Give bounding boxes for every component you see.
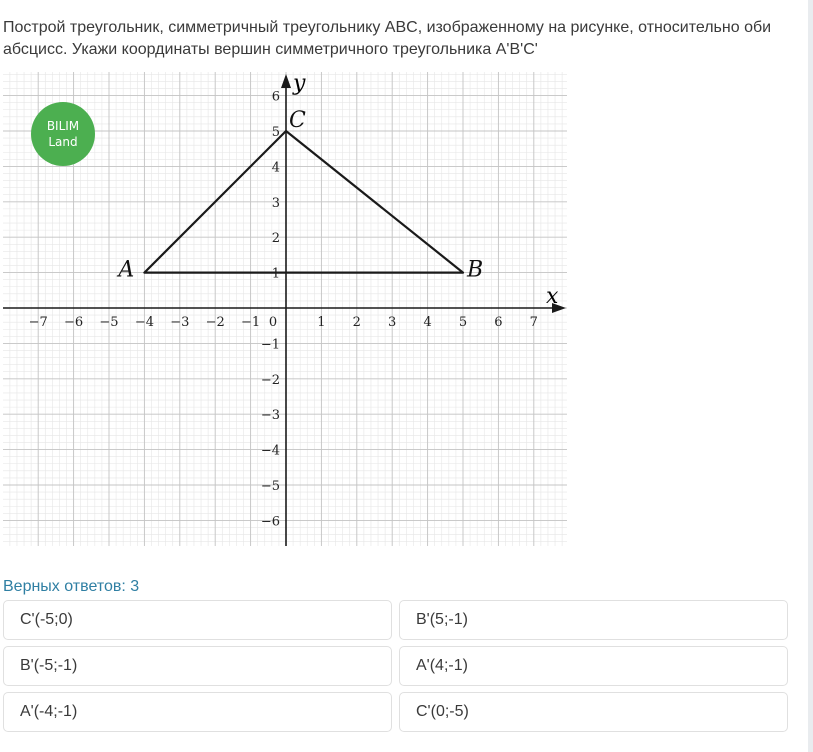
y-tick-label: −3 — [260, 408, 280, 424]
y-tick-label: −4 — [260, 443, 280, 459]
question-text: Построй треугольник, симметричный треугольнику ABC, изображенному на рисунке, относительно оби абсцисс. Укажи координаты вершин симметричного треугольника A'B'C' — [3, 19, 772, 58]
x-tick-label: 0 — [268, 315, 278, 330]
y-tick-label: −5 — [260, 479, 280, 494]
y-tick-label: 4 — [271, 160, 280, 176]
x-tick-label: 1 — [317, 315, 326, 330]
answer-option-1[interactable]: C'(-5;0) — [3, 600, 392, 640]
y-tick-label: 1 — [271, 266, 280, 282]
triangle-abc — [116, 108, 483, 283]
logo-text-line2: Land — [48, 135, 78, 149]
vertex-label-a: A — [118, 257, 135, 283]
x-tick-label: −1 — [241, 315, 261, 330]
logo-text-line1: BILIM — [46, 119, 80, 133]
answer-option-6[interactable]: C'(0;-5) — [399, 692, 788, 732]
x-tick-label: −4 — [134, 315, 154, 330]
y-tick-label: −6 — [260, 514, 280, 530]
logo-circle — [31, 102, 95, 166]
y-tick-label: 2 — [271, 231, 280, 247]
x-tick-label: −6 — [64, 315, 84, 330]
x-axis-label: x — [546, 284, 559, 309]
bilim-land-logo — [31, 102, 95, 166]
y-tick-label: 5 — [271, 125, 280, 140]
answer-option-3[interactable]: B'(-5;-1) — [3, 646, 392, 686]
y-tick-label: −1 — [260, 337, 280, 353]
vertex-label-c: C — [289, 108, 306, 133]
x-tick-label: −3 — [170, 315, 190, 330]
x-tick-label: 4 — [423, 315, 432, 330]
correct-answers-count: Верных ответов: 3 — [3, 578, 140, 595]
answer-option-2[interactable]: B'(5;-1) — [399, 600, 788, 640]
answer-option-5[interactable]: A'(-4;-1) — [3, 692, 392, 732]
x-tick-label: 5 — [458, 315, 468, 330]
x-tick-label: 3 — [388, 315, 397, 330]
coordinate-plane — [3, 72, 567, 546]
answer-option-4[interactable]: A'(4;-1) — [399, 646, 788, 686]
y-axis-arrow — [281, 74, 291, 88]
y-tick-label: 6 — [271, 89, 280, 105]
x-tick-label: 6 — [494, 315, 503, 330]
y-axis-label: y — [293, 72, 306, 96]
vertex-label-b: B — [467, 257, 484, 283]
coordinate-figure — [3, 72, 567, 546]
scrollbar-track[interactable] — [808, 0, 813, 752]
y-tick-label: −2 — [260, 372, 280, 388]
x-tick-label: 7 — [529, 315, 538, 330]
x-tick-label: −2 — [205, 315, 225, 330]
x-tick-label: −7 — [28, 315, 48, 330]
tick-labels — [29, 90, 538, 530]
y-tick-label: 3 — [271, 195, 280, 211]
x-tick-label: 2 — [352, 315, 361, 330]
x-tick-label: −5 — [99, 315, 119, 330]
